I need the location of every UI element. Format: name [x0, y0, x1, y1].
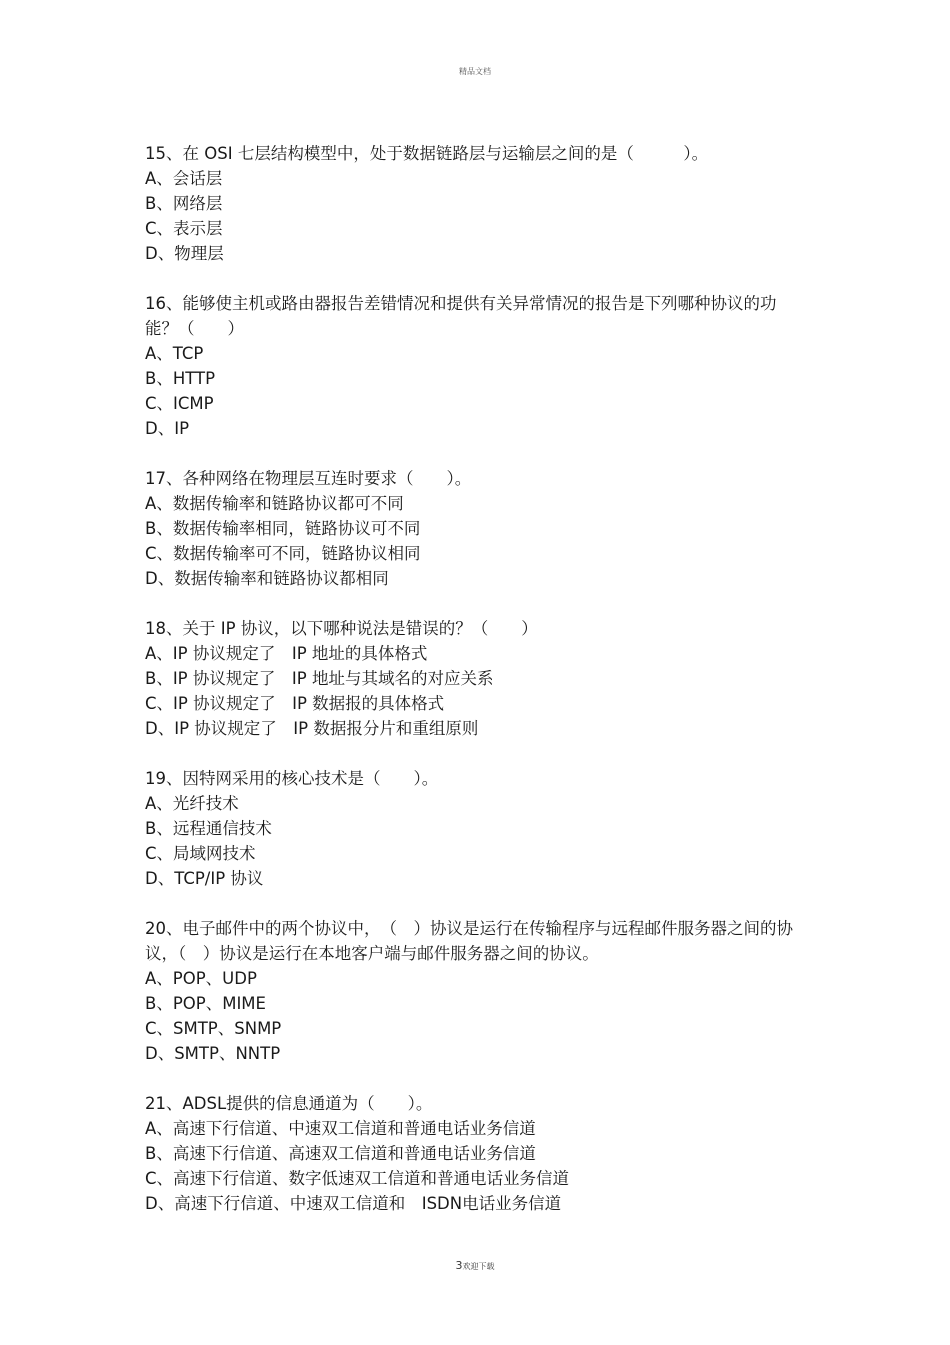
- option-b: B、远程通信技术: [145, 819, 272, 838]
- option-d: D、IP 协议规定了 IP 数据报分片和重组原则: [145, 719, 479, 738]
- option-a: A、IP 协议规定了 IP 地址的具体格式: [145, 644, 428, 663]
- question-16: [145, 291, 805, 441]
- question-21: [145, 1091, 805, 1216]
- option-d: D、TCP/IP 协议: [145, 869, 264, 888]
- question-18: [145, 616, 805, 741]
- page-footer: [0, 1259, 950, 1272]
- question-stem: 16、能够使主机或路由器报告差错情况和提供有关异常情况的报告是下列哪种协议的功能？（ ）: [145, 294, 777, 338]
- question-stem: 18、关于 IP 协议，以下哪种说法是错误的？（ ）: [145, 619, 538, 638]
- question-stem: 21、ADSL提供的信息通道为（ ）。: [145, 1094, 433, 1113]
- option-a: A、光纤技术: [145, 794, 239, 813]
- option-b: B、数据传输率相同，链路协议可不同: [145, 519, 421, 538]
- option-b: B、POP、MIME: [145, 994, 266, 1013]
- option-a: A、TCP: [145, 344, 204, 363]
- option-d: D、SMTP、NNTP: [145, 1044, 281, 1063]
- page-header: 精品文档: [459, 67, 491, 76]
- question-stem: 19、因特网采用的核心技术是（ ）。: [145, 769, 439, 788]
- option-c: C、表示层: [145, 219, 223, 238]
- option-d: D、IP: [145, 419, 190, 438]
- question-stem: 17、各种网络在物理层互连时要求（ ）。: [145, 469, 472, 488]
- question-stem: 15、在 OSI 七层结构模型中，处于数据链路层与运输层之间的是（ ）。: [145, 144, 709, 163]
- question-list: [145, 141, 805, 1241]
- option-c: C、数据传输率可不同，链路协议相同: [145, 544, 421, 563]
- option-b: B、IP 协议规定了 IP 地址与其域名的对应关系: [145, 669, 494, 688]
- option-c: C、局域网技术: [145, 844, 256, 863]
- option-a: A、数据传输率和链路协议都可不同: [145, 494, 404, 513]
- option-d: D、高速下行信道、中速双工信道和 ISDN电话业务信道: [145, 1194, 562, 1213]
- question-19: [145, 766, 805, 891]
- page-number: 3: [455, 1259, 463, 1272]
- question-20: [145, 916, 805, 1066]
- option-c: C、ICMP: [145, 394, 214, 413]
- option-d: D、数据传输率和链路协议都相同: [145, 569, 389, 588]
- footer-text: 欢迎下载: [462, 1262, 495, 1271]
- option-d: D、物理层: [145, 244, 224, 263]
- option-b: B、高速下行信道、高速双工信道和普通电话业务信道: [145, 1144, 536, 1163]
- option-a: A、会话层: [145, 169, 223, 188]
- option-b: B、网络层: [145, 194, 223, 213]
- question-stem: 20、电子邮件中的两个协议中， （ ）协议是运行在传输程序与远程邮件服务器之间的协议，（ ）协议是运行在本地客户端与邮件服务器之间的协议。: [145, 919, 793, 963]
- question-15: [145, 141, 805, 266]
- option-c: C、高速下行信道、数字低速双工信道和普通电话业务信道: [145, 1169, 570, 1188]
- option-b: B、HTTP: [145, 369, 216, 388]
- option-c: C、IP 协议规定了 IP 数据报的具体格式: [145, 694, 445, 713]
- option-a: A、POP、UDP: [145, 969, 257, 988]
- option-c: C、SMTP、SNMP: [145, 1019, 282, 1038]
- question-17: [145, 466, 805, 591]
- option-a: A、高速下行信道、中速双工信道和普通电话业务信道: [145, 1119, 536, 1138]
